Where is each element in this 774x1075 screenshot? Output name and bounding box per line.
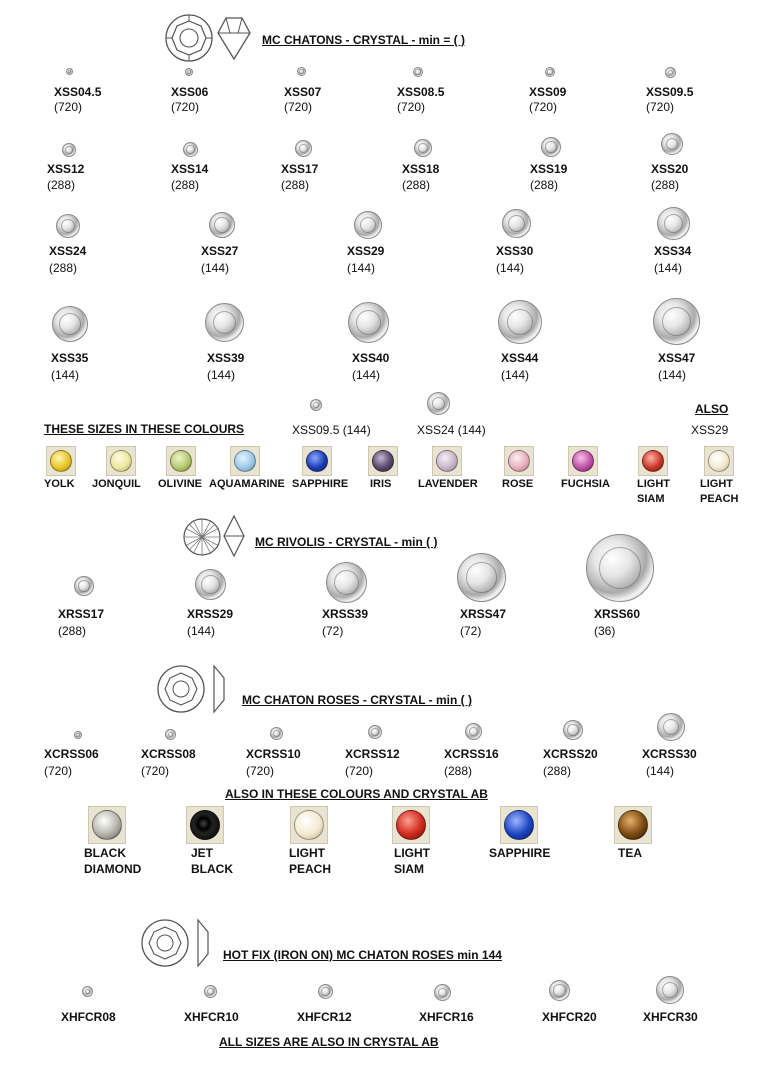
- item-code: XSS07: [284, 85, 322, 99]
- colour-label: OLIVINE: [158, 478, 203, 490]
- gem-xss09: [545, 67, 555, 77]
- sizes-note-2: XSS24 (144): [417, 423, 486, 437]
- gem-xcrss12: [368, 725, 382, 739]
- colour-label: AQUAMARINE: [209, 478, 285, 490]
- item-qty: (144): [654, 261, 683, 275]
- item-code: XCRSS06: [44, 747, 99, 761]
- item-qty: (144): [496, 261, 525, 275]
- colour-label: LIGHT: [394, 846, 430, 860]
- colour-label: JONQUIL: [92, 478, 141, 490]
- item-qty: (720): [141, 764, 170, 778]
- rivolis-title: MC RIVOLIS - CRYSTAL - min ( ): [255, 535, 438, 549]
- gem-xss30: [502, 209, 531, 238]
- item-qty: (72): [322, 624, 344, 638]
- swatch-lavender: [432, 446, 462, 476]
- gem-xhfcr12: [318, 984, 333, 999]
- rose-side-view-icon: [210, 664, 228, 714]
- item-qty: (288): [47, 178, 76, 192]
- colour-dot: [190, 810, 220, 840]
- item-qty: (720): [284, 100, 313, 114]
- item-code: XCRSS20: [543, 747, 598, 761]
- chatons-colours-heading: THESE SIZES IN THESE COLOURS: [44, 422, 245, 436]
- item-qty: (144): [501, 368, 530, 382]
- item-code: XRSS17: [58, 607, 105, 621]
- colour-label: ROSE: [502, 478, 534, 490]
- item-code: XCRSS16: [444, 747, 499, 761]
- item-qty: (288): [171, 178, 200, 192]
- gem-xcrss16: [465, 723, 482, 740]
- item-qty: (720): [646, 100, 675, 114]
- colour-dot: [170, 450, 192, 472]
- gem-xss09-5-small: [310, 399, 322, 411]
- gem-xss04-5: [66, 68, 73, 75]
- colour-label-line2: PEACH: [700, 493, 739, 505]
- item-qty: (720): [397, 100, 426, 114]
- gem-xss09-5: [665, 67, 676, 78]
- item-qty: (288): [58, 624, 87, 638]
- colour-label: JET: [191, 846, 214, 860]
- item-code: XHFCR10: [184, 1010, 239, 1024]
- gem-xss35: [52, 306, 88, 342]
- colour-dot: [508, 450, 530, 472]
- colour-label: BLACK: [84, 846, 126, 860]
- gem-xcrss06: [74, 731, 82, 739]
- gem-xcrss20: [563, 720, 583, 740]
- item-qty: (36): [594, 624, 616, 638]
- swatch-light-siam-rose: [392, 806, 430, 844]
- swatch-tea: [614, 806, 652, 844]
- roses-title: MC CHATON ROSES - CRYSTAL - min ( ): [242, 693, 472, 707]
- item-qty: (720): [246, 764, 275, 778]
- chaton-side-view-icon: [216, 15, 252, 61]
- item-code: XCRSS30: [642, 747, 697, 761]
- item-code: XSS27: [201, 244, 239, 258]
- item-code: XSS18: [402, 162, 440, 176]
- colour-dot: [708, 450, 730, 472]
- colour-label: LIGHT: [700, 478, 733, 490]
- item-code: XHFCR12: [297, 1010, 352, 1024]
- hotfix-side-view-icon: [194, 918, 212, 968]
- sizes-note-1: XSS09.5 (144): [292, 423, 371, 437]
- item-qty: (288): [281, 178, 310, 192]
- swatch-black-diamond: [88, 806, 126, 844]
- colour-label: LAVENDER: [418, 478, 478, 490]
- item-code: XSS12: [47, 162, 85, 176]
- item-code: XSS17: [281, 162, 319, 176]
- gem-xss19: [541, 137, 561, 157]
- item-code: XSS09: [529, 85, 567, 99]
- item-code: XSS09.5: [646, 85, 694, 99]
- item-code: XSS19: [530, 162, 568, 176]
- item-qty: (144): [352, 368, 381, 382]
- colour-dot: [110, 450, 132, 472]
- colour-dot: [642, 450, 664, 472]
- item-code: XHFCR08: [61, 1010, 116, 1024]
- gem-xrss60: [586, 534, 654, 602]
- item-code: XSS24: [49, 244, 87, 258]
- item-qty: (720): [171, 100, 200, 114]
- colour-label-line2: SIAM: [637, 493, 665, 505]
- colour-dot: [92, 810, 122, 840]
- item-qty: (144): [207, 368, 236, 382]
- colour-label-line2: SIAM: [394, 862, 424, 876]
- item-code: XRSS47: [460, 607, 507, 621]
- colour-label: SAPPHIRE: [489, 846, 551, 860]
- item-code: XSS44: [501, 351, 539, 365]
- swatch-rose: [504, 446, 534, 476]
- colour-dot: [572, 450, 594, 472]
- gem-xhfcr10: [204, 985, 217, 998]
- colour-dot: [306, 450, 328, 472]
- item-code: XSS29: [347, 244, 385, 258]
- rivoli-top-view-icon: [182, 517, 222, 557]
- item-qty: (144): [646, 764, 675, 778]
- colour-dot: [618, 810, 648, 840]
- item-code: XRSS29: [187, 607, 234, 621]
- gem-xss29: [354, 211, 382, 239]
- item-code: XSS40: [352, 351, 390, 365]
- item-code: XSS39: [207, 351, 245, 365]
- item-code: XSS08.5: [397, 85, 445, 99]
- gem-xss34: [657, 207, 690, 240]
- colour-label-line2: DIAMOND: [84, 862, 142, 876]
- colour-dot: [372, 450, 394, 472]
- gem-xss27: [209, 212, 235, 238]
- gem-xrss47: [457, 553, 506, 602]
- chaton-top-view-icon: [164, 13, 214, 63]
- item-qty: (288): [651, 178, 680, 192]
- hotfix-top-view-icon: [140, 918, 190, 968]
- gem-xss40: [348, 302, 389, 343]
- swatch-fuchsia: [568, 446, 598, 476]
- item-qty: (288): [49, 261, 78, 275]
- gem-xss44: [498, 300, 542, 344]
- also-size: XSS29: [691, 423, 729, 437]
- swatch-jet-black: [186, 806, 224, 844]
- gem-xss47: [653, 298, 700, 345]
- item-qty: (720): [44, 764, 73, 778]
- swatch-iris: [368, 446, 398, 476]
- gem-xss39: [205, 303, 244, 342]
- colour-label: TEA: [618, 846, 642, 860]
- roses-colours-heading: ALSO IN THESE COLOURS AND CRYSTAL AB: [225, 787, 488, 801]
- gem-xhfcr08: [82, 986, 93, 997]
- item-qty: (288): [444, 764, 473, 778]
- colour-label: SAPPHIRE: [292, 478, 349, 490]
- also-label: ALSO: [695, 402, 729, 416]
- gem-xss06: [185, 68, 193, 76]
- gem-xcrss10: [270, 727, 283, 740]
- item-qty: (144): [51, 368, 80, 382]
- item-code: XRSS60: [594, 607, 641, 621]
- gem-xss20: [661, 133, 683, 155]
- colour-label-line2: BLACK: [191, 862, 233, 876]
- swatch-aquamarine: [230, 446, 260, 476]
- colour-label: IRIS: [370, 478, 392, 490]
- item-qty: (144): [347, 261, 376, 275]
- item-code: XHFCR30: [643, 1010, 698, 1024]
- item-code: XSS04.5: [54, 85, 102, 99]
- swatch-jonquil: [106, 446, 136, 476]
- colour-dot: [436, 450, 458, 472]
- gem-xrss39: [326, 562, 367, 603]
- gem-xss14: [183, 142, 198, 157]
- item-qty: (720): [54, 100, 83, 114]
- gem-xss08-5: [413, 67, 423, 77]
- gem-xss24: [56, 214, 80, 238]
- swatch-light-siam: [638, 446, 668, 476]
- rose-top-view-icon: [156, 664, 206, 714]
- item-qty: (144): [201, 261, 230, 275]
- swatch-light-peach: [704, 446, 734, 476]
- gem-xss24-small: [427, 392, 450, 415]
- item-code: XSS47: [658, 351, 696, 365]
- item-code: XHFCR16: [419, 1010, 474, 1024]
- gem-xss18: [414, 139, 432, 157]
- colour-label: FUCHSIA: [561, 478, 610, 490]
- swatch-olivine: [166, 446, 196, 476]
- colour-dot: [294, 810, 324, 840]
- gem-xcrss30: [657, 713, 685, 741]
- colour-dot: [504, 810, 534, 840]
- gem-xss07: [297, 67, 306, 76]
- swatch-light-peach-rose: [290, 806, 328, 844]
- gem-xss17: [295, 140, 312, 157]
- gem-xcrss08: [165, 729, 176, 740]
- gem-xrss17: [74, 576, 94, 596]
- gem-xhfcr30: [656, 976, 684, 1004]
- item-qty: (288): [543, 764, 572, 778]
- item-code: XCRSS08: [141, 747, 196, 761]
- chatons-title: MC CHATONS - CRYSTAL - min = ( ): [262, 33, 465, 47]
- item-qty: (144): [187, 624, 216, 638]
- item-code: XCRSS12: [345, 747, 400, 761]
- gem-xhfcr20: [549, 980, 570, 1001]
- item-code: XRSS39: [322, 607, 369, 621]
- gem-xhfcr16: [434, 984, 451, 1001]
- item-code: XCRSS10: [246, 747, 301, 761]
- colour-dot: [234, 450, 256, 472]
- item-qty: (720): [345, 764, 374, 778]
- item-code: XSS30: [496, 244, 534, 258]
- colour-label: LIGHT: [637, 478, 670, 490]
- item-code: XSS06: [171, 85, 209, 99]
- swatch-yolk: [46, 446, 76, 476]
- gem-xss12: [62, 143, 76, 157]
- item-code: XSS20: [651, 162, 689, 176]
- hotfix-title: HOT FIX (IRON ON) MC CHATON ROSES min 144: [223, 948, 502, 962]
- gem-xrss29: [195, 569, 226, 600]
- item-code: XHFCR20: [542, 1010, 597, 1024]
- item-qty: (144): [658, 368, 687, 382]
- item-code: XSS34: [654, 244, 692, 258]
- rivoli-side-view-icon: [222, 514, 246, 558]
- colour-label-line2: PEACH: [289, 862, 332, 876]
- colour-dot: [396, 810, 426, 840]
- item-qty: (720): [529, 100, 558, 114]
- colour-label: LIGHT: [289, 846, 325, 860]
- item-qty: (288): [402, 178, 431, 192]
- hotfix-footer: ALL SIZES ARE ALSO IN CRYSTAL AB: [219, 1035, 439, 1049]
- item-qty: (288): [530, 178, 559, 192]
- swatch-sapphire-rose: [500, 806, 538, 844]
- item-code: XSS35: [51, 351, 89, 365]
- colour-label: YOLK: [44, 478, 75, 490]
- item-qty: (72): [460, 624, 482, 638]
- colour-dot: [50, 450, 72, 472]
- swatch-sapphire: [302, 446, 332, 476]
- item-code: XSS14: [171, 162, 209, 176]
